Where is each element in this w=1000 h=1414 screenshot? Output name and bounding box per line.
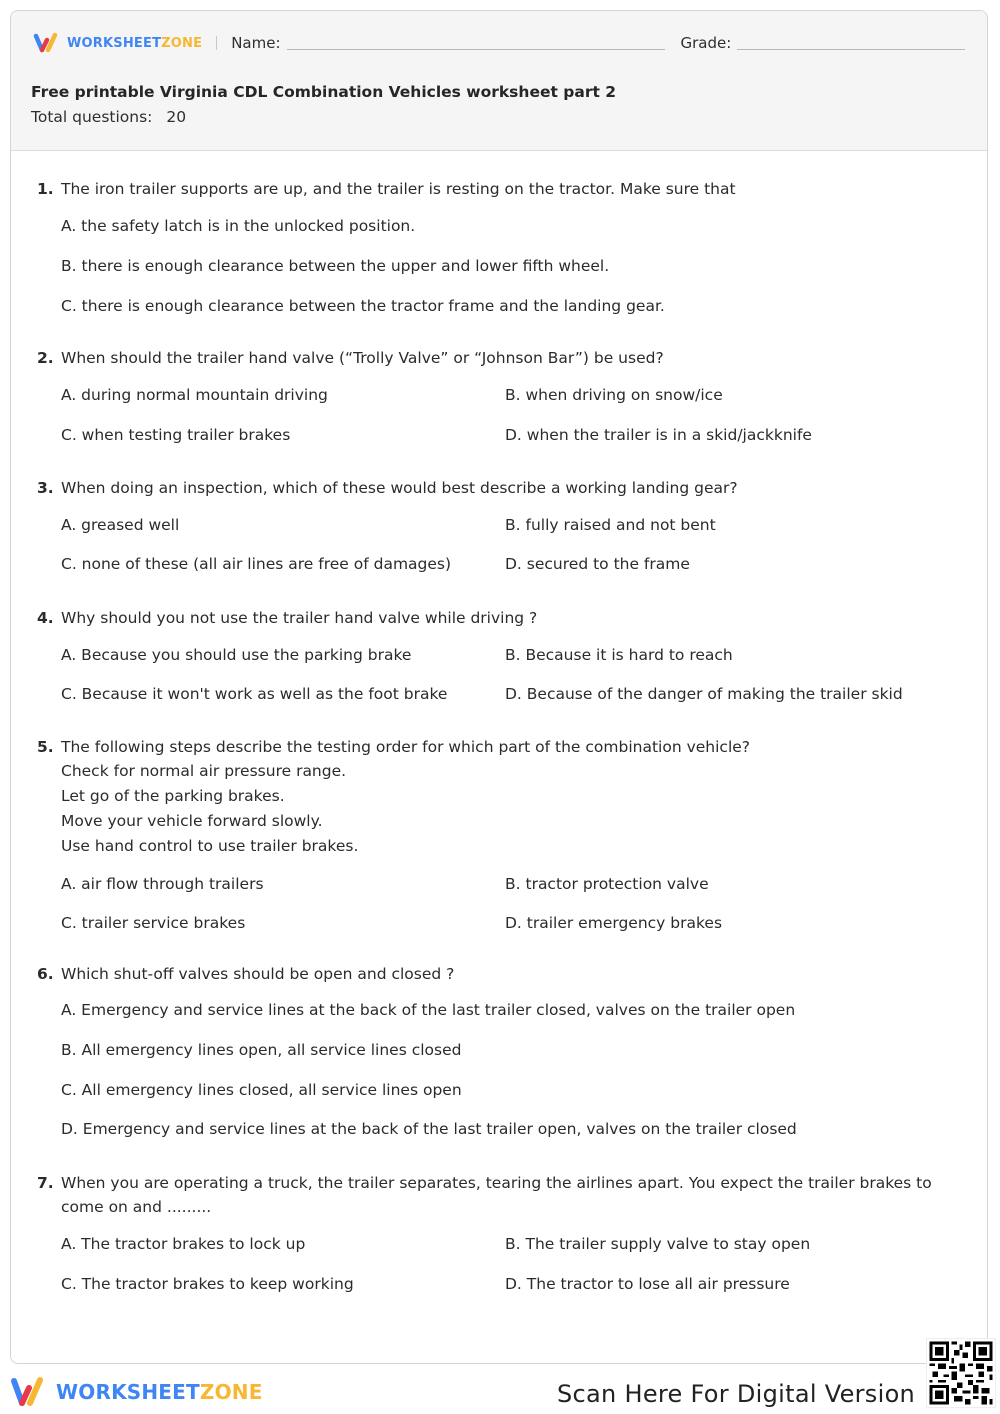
option-b[interactable]: B. when driving on snow/ice: [505, 386, 723, 404]
question-6: 6. Which shut-off valves should be open and closed ? A. Emergency and service lines at the back of the last trailer closed, valves on the trailer open B. All emergency lines open, all service lines closed C. All emergency lines closed, all service lines open D. Emergency and service lines at the back of the last trailer open, valves on the trailer closed: [37, 962, 957, 986]
total-questions: Total questions: 20: [31, 108, 187, 126]
page-footer: [0, 1364, 1000, 1414]
option-d[interactable]: D. secured to the frame: [505, 555, 690, 573]
name-field[interactable]: [287, 49, 665, 50]
option-c[interactable]: C. there is enough clearance between the tractor frame and the landing gear.: [61, 297, 665, 315]
option-d[interactable]: D. trailer emergency brakes: [505, 914, 723, 932]
worksheet-card: [10, 10, 988, 1364]
footer-brand-logo: [10, 1376, 263, 1408]
question-text: The following steps describe the testing order for which part of the combination vehicle?: [61, 738, 751, 756]
option-b[interactable]: B. tractor protection valve: [505, 875, 709, 893]
grade-field[interactable]: [737, 49, 965, 50]
option-b[interactable]: B. there is enough clearance between the upper and lower fifth wheel.: [61, 257, 610, 275]
step-line: Move your vehicle forward slowly.: [61, 812, 323, 830]
option-a[interactable]: A. greased well: [61, 516, 180, 534]
question-7: 7. When you are operating a truck, the trailer separates, tearing the airlines apart. You expect the trailer brakes to come on and ......... A. The tractor brakes to lock up B. The trailer supply valve to stay open C. The tractor brakes to keep working D. The tractor to lose all air pressure: [37, 1171, 957, 1219]
option-a[interactable]: A. air flow through trailers: [61, 875, 264, 893]
question-text: When you are operating a truck, the trailer separates, tearing the airlines apart. You expect the trailer brakes to come on and .........: [61, 1174, 932, 1216]
option-b[interactable]: B. The trailer supply valve to stay open: [505, 1235, 811, 1253]
footer-brand-name: WORKSHEETZONE: [56, 1380, 263, 1404]
question-4: 4. Why should you not use the trailer hand valve while driving ? A. Because you should use the parking brake B. Because it is hard to reach C. Because it won't work as well as the foot brake D. Because of the danger of making the trailer skid: [37, 606, 957, 630]
option-b[interactable]: B. All emergency lines open, all service lines closed: [61, 1041, 462, 1059]
divider: [216, 36, 217, 50]
option-c[interactable]: C. The tractor brakes to keep working: [61, 1275, 354, 1293]
brand-name: WORKSHEETZONE: [67, 35, 203, 51]
option-b[interactable]: B. fully raised and not bent: [505, 516, 716, 534]
question-text: When doing an inspection, which of these would best describe a working landing gear?: [61, 479, 738, 497]
option-a[interactable]: A. during normal mountain driving: [61, 386, 328, 404]
question-text: The iron trailer supports are up, and the trailer is resting on the tractor. Make sure that: [61, 180, 736, 198]
name-label: Name:: [231, 34, 281, 52]
grade-label: Grade:: [680, 34, 732, 52]
question-1: 1. The iron trailer supports are up, and the trailer is resting on the tractor. Make sure that A. the safety latch is in the unlocked position. B. there is enough clearance between the upper and lower fifth wheel. C. there is enough clearance between the tractor frame and the landing gear.: [37, 177, 957, 321]
scan-text: Scan Here For Digital Version: [557, 1380, 916, 1408]
worksheet-title: Free printable Virginia CDL Combination Vehicles worksheet part 2: [31, 83, 617, 101]
question-text: When should the trailer hand valve (“Trolly Valve” or “Johnson Bar”) be used?: [61, 349, 664, 367]
question-2: 2. When should the trailer hand valve (“Trolly Valve” or “Johnson Bar”) be used? A. during normal mountain driving B. when driving on snow/ice C. when testing trailer brakes D. when the trailer is in a skid/jackknife: [37, 346, 957, 370]
step-line: Use hand control to use trailer brakes.: [61, 837, 359, 855]
option-c[interactable]: C. trailer service brakes: [61, 914, 246, 932]
step-line: Check for normal air pressure range.: [61, 762, 347, 780]
worksheet-zone-logo-icon: [33, 32, 63, 54]
question-5: 5. The following steps describe the testing order for which part of the combination vehicle? Check for normal air pressure range. Let go of the parking brakes. Move your vehicle forward slowly. Use hand control to use trailer brakes. A. air flow through trailers B. tractor protection valve C. trailer service brakes D. trailer emergency brakes: [37, 735, 957, 859]
worksheet-header: [11, 11, 987, 151]
qr-code-icon[interactable]: [926, 1338, 996, 1408]
worksheet-zone-logo-icon: [10, 1376, 50, 1408]
question-steps: [37, 759, 957, 859]
option-a[interactable]: A. Because you should use the parking brake: [61, 646, 412, 664]
step-line: Let go of the parking brakes.: [61, 787, 285, 805]
option-c[interactable]: C. none of these (all air lines are free of damages): [61, 555, 452, 573]
option-d[interactable]: D. when the trailer is in a skid/jackknife: [505, 426, 812, 444]
brand-logo: [33, 32, 202, 54]
option-b[interactable]: B. Because it is hard to reach: [505, 646, 733, 664]
option-d[interactable]: D. The tractor to lose all air pressure: [505, 1275, 790, 1293]
total-questions-value: 20: [166, 108, 187, 126]
option-d[interactable]: D. Because of the danger of making the trailer skid: [505, 685, 903, 703]
option-c[interactable]: C. All emergency lines closed, all service lines open: [61, 1081, 462, 1099]
option-c[interactable]: C. when testing trailer brakes: [61, 426, 291, 444]
question-3: 3. When doing an inspection, which of these would best describe a working landing gear? A. greased well B. fully raised and not bent C. none of these (all air lines are free of damages) D. secured to the frame: [37, 476, 957, 500]
option-d[interactable]: D. Emergency and service lines at the back of the last trailer open, valves on the trailer closed: [61, 1120, 797, 1138]
question-text: Which shut-off valves should be open and closed ?: [61, 965, 455, 983]
option-a[interactable]: A. the safety latch is in the unlocked position.: [61, 217, 416, 235]
option-c[interactable]: C. Because it won't work as well as the foot brake: [61, 685, 448, 703]
option-a[interactable]: A. Emergency and service lines at the back of the last trailer closed, valves on the trailer open: [61, 1001, 796, 1019]
question-text: Why should you not use the trailer hand valve while driving ?: [61, 609, 538, 627]
header-row: [33, 31, 973, 55]
option-a[interactable]: A. The tractor brakes to lock up: [61, 1235, 306, 1253]
